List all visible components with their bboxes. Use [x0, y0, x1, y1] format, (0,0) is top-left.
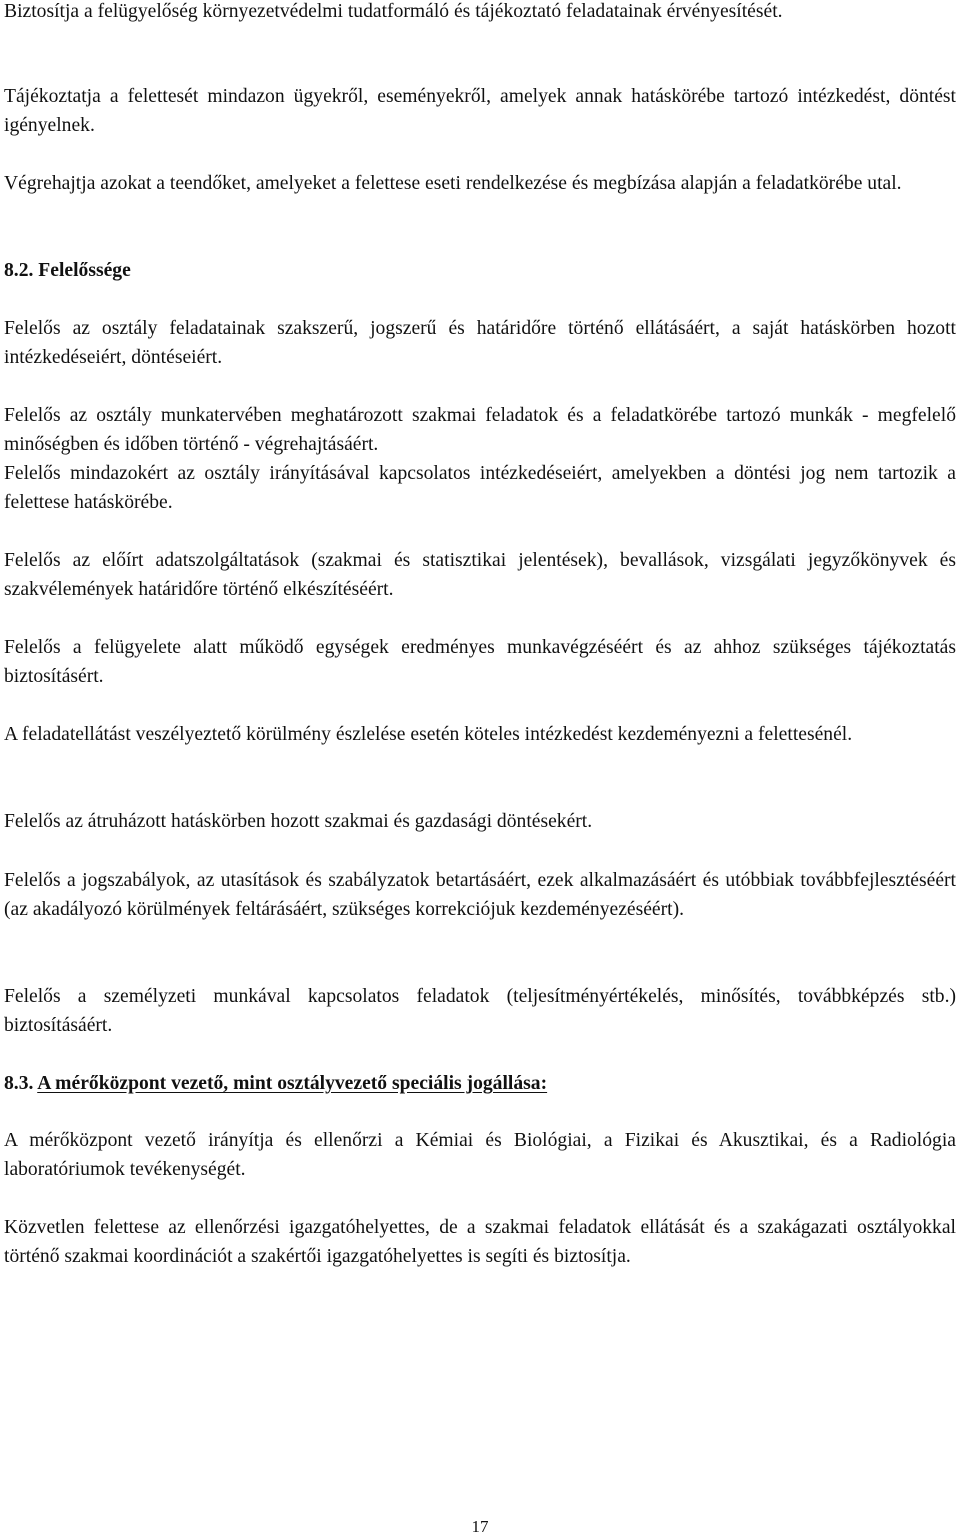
paragraph: Felelős a személyzeti munkával kapcsolatos feladatok (teljesítményértékelés, minősítés, továbbképzés stb.) biztosításáért. — [4, 986, 956, 1036]
paragraph: Felelős az előírt adatszolgáltatások (szakmai és statisztikai jelentések), bevallások, vizsgálati jegyzőkönyvek és szakvélemények határidőre történő elkészítéséért. — [4, 550, 956, 600]
section-number: 8.2. — [4, 260, 34, 281]
paragraph: A mérőközpont vezető irányítja és ellenőrzi a Kémiai és Biológiai, a Fizikai és Akusztikai, és a Radiológia laboratóriumok tevékenységét. — [4, 1130, 956, 1180]
section-heading-8-2 — [4, 256, 131, 285]
section-title: A mérőközpont vezető, mint osztályvezető speciális jogállása: — [37, 1073, 548, 1094]
section-heading-8-3 — [4, 1069, 547, 1098]
page-number: 17 — [471, 1517, 489, 1536]
paragraph: Közvetlen felettese az ellenőrzési igazgatóhelyettes, de a szakmai feladatok ellátását és a szakágazati osztályokkal történő szakmai koordinációt a szakértői igazgatóhelyettes is segíti és biztosítja. — [4, 1217, 956, 1267]
paragraph: A feladatellátást veszélyeztető körülmény észlelése esetén köteles intézkedést kezdeményezni a felettesénél. — [4, 724, 853, 745]
paragraph: Tájékoztatja a felettesét mindazon ügyekről, eseményekről, amelyek annak hatáskörébe tartozó intézkedést, döntést igényelnek. — [4, 86, 956, 136]
paragraph: Felelős mindazokért az osztály irányításával kapcsolatos intézkedéseiért, amelyekben a döntési jog nem tartozik a felettese hatáskörébe. — [4, 463, 956, 513]
paragraph: Felelős az osztály feladatainak szakszerű, jogszerű és határidőre történő ellátásáért, a saját hatáskörben hozott intézkedéseiért, döntéseiért. — [4, 318, 956, 368]
paragraph: Felelős a felügyelete alatt működő egységek eredményes munkavégzéséért és az ahhoz szükséges tájékoztatás biztosításért. — [4, 637, 956, 687]
paragraph: Felelős az osztály munkatervében meghatározott szakmai feladatok és a feladatkörébe tartozó munkák - megfelelő minőségben és időben történő - végrehajtásáért. — [4, 405, 956, 455]
paragraph: Felelős az átruházott hatáskörben hozott szakmai és gazdasági döntésekért. — [4, 811, 593, 832]
paragraph: Felelős a jogszabályok, az utasítások és szabályzatok betartásáért, ezek alkalmazásáért és utóbbiak továbbfejlesztéséért (az akadályozó körülmények feltárásáért, szükséges korrekciójuk kezdeményezéséért). — [4, 870, 956, 920]
paragraph: Végrehajtja azokat a teendőket, amelyeket a felettese eseti rendelkezése és megbízása alapján a feladatkörébe utal. — [4, 173, 902, 194]
section-title: Felelőssége — [38, 260, 131, 281]
paragraph: Biztosítja a felügyelőség környezetvédelmi tudatformáló és tájékoztató feladatainak érvényesítését. — [4, 1, 783, 22]
section-number: 8.3. — [4, 1073, 34, 1094]
